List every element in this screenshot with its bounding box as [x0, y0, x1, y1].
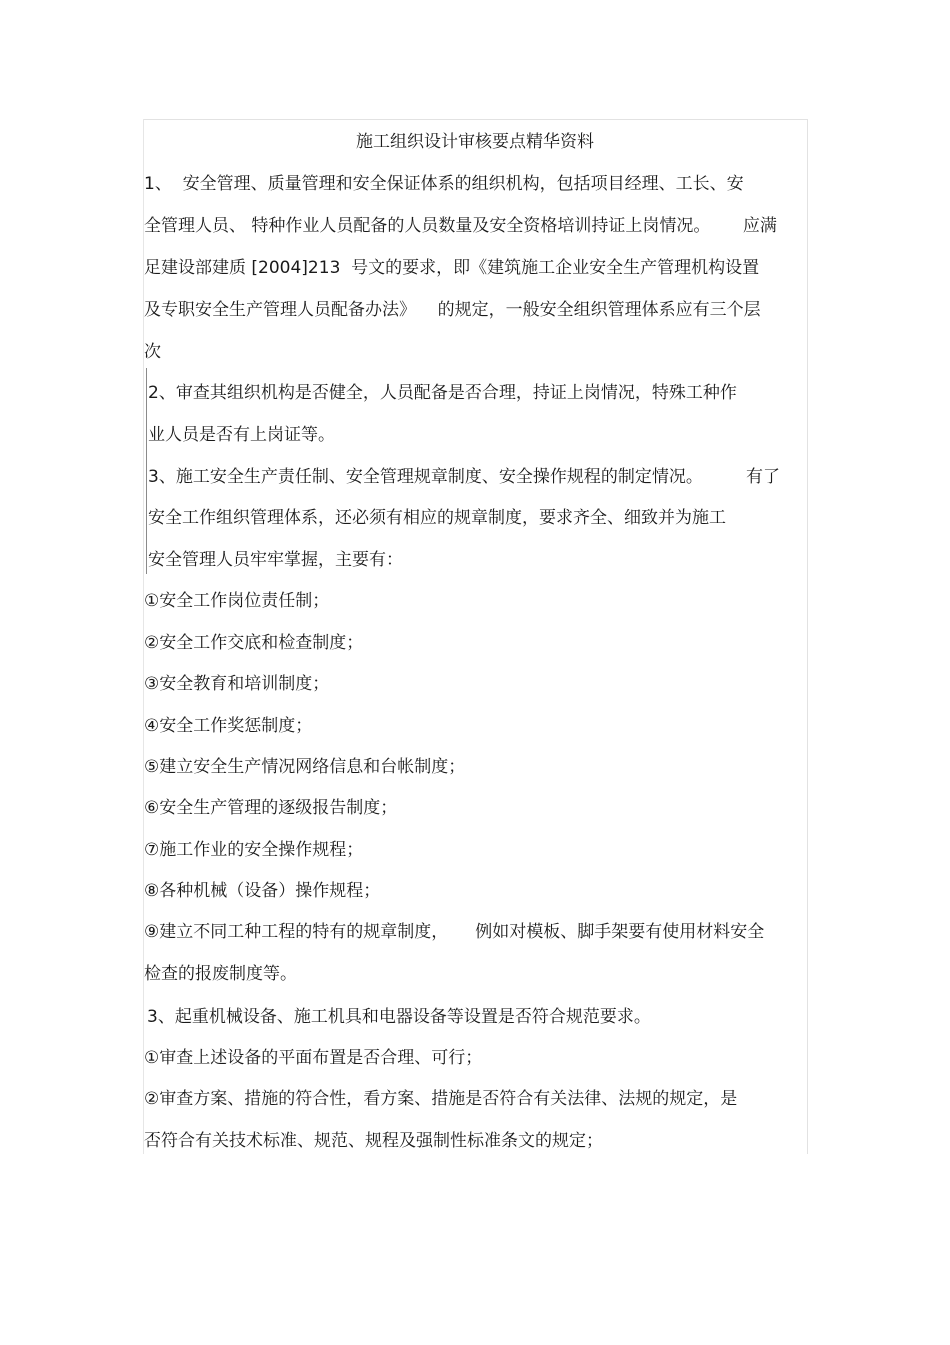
text-line-continued: 检查的报废制度等。: [144, 964, 297, 984]
text-line-final: 否符合有关技术标准、规范、规程及强制性标准条文的规定；: [144, 1131, 603, 1151]
page-frame-top: [143, 119, 808, 120]
text-line-1: 1、 安全管理、质量管理和安全保证体系的组织机构，包括项目经理、工长、安: [144, 174, 744, 194]
text-line-8: 3、施工安全生产责任制、安全管理规章制度、安全操作规程的制定情况。 有了: [148, 467, 781, 487]
text-line-5: 次: [144, 342, 161, 362]
document-title: 施工组织设计审核要点精华资料: [356, 132, 594, 152]
list-item-6: ⑥安全生产管理的逐级报告制度；: [144, 798, 398, 818]
list-item-8: ⑧各种机械（设备）操作规程；: [144, 881, 381, 901]
text-line-10: 安全管理人员牢牢掌握，主要有：: [148, 550, 403, 570]
list-item-b2: ②审查方案、措施的符合性，看方案、措施是否符合有关法律、法规的规定，是: [144, 1089, 738, 1109]
text-line-3: 足建设部建质 [2004]213 号文的要求，即《建筑施工企业安全生产管理机构设置: [144, 258, 760, 278]
text-line-4: 及专职安全生产管理人员配备办法》 的规定，一般安全组织管理体系应有三个层: [144, 300, 761, 320]
list-item-7: ⑦施工作业的安全操作规程；: [144, 840, 364, 860]
list-item-3: ③安全教育和培训制度；: [144, 674, 330, 694]
section-heading-3b: 3、起重机械设备、施工机具和电器设备等设置是否符合规范要求。: [147, 1007, 651, 1027]
text-line-7: 业人员是否有上岗证等。: [148, 425, 335, 445]
margin-rule: [146, 368, 147, 574]
list-item-4: ④安全工作奖惩制度；: [144, 716, 313, 736]
text-line-6: 2、审查其组织机构是否健全，人员配备是否合理，持证上岗情况，特殊工种作: [148, 383, 737, 403]
text-line-2: 全管理人员、 特种作业人员配备的人员数量及安全资格培训持证上岗情况。 应满: [144, 216, 777, 236]
text-line-9: 安全工作组织管理体系，还必须有相应的规章制度，要求齐全、细致并为施工: [148, 508, 726, 528]
page-frame-right: [807, 119, 808, 1154]
list-item-b1: ①审查上述设备的平面布置是否合理、可行；: [144, 1048, 483, 1068]
list-item-2: ②安全工作交底和检查制度；: [144, 633, 364, 653]
list-item-9: ⑨建立不同工种工程的特有的规章制度， 例如对模板、脚手架要有使用材料安全: [144, 922, 765, 942]
list-item-5: ⑤建立安全生产情况网络信息和台帐制度；: [144, 757, 466, 777]
list-item-1: ①安全工作岗位责任制；: [144, 591, 330, 611]
